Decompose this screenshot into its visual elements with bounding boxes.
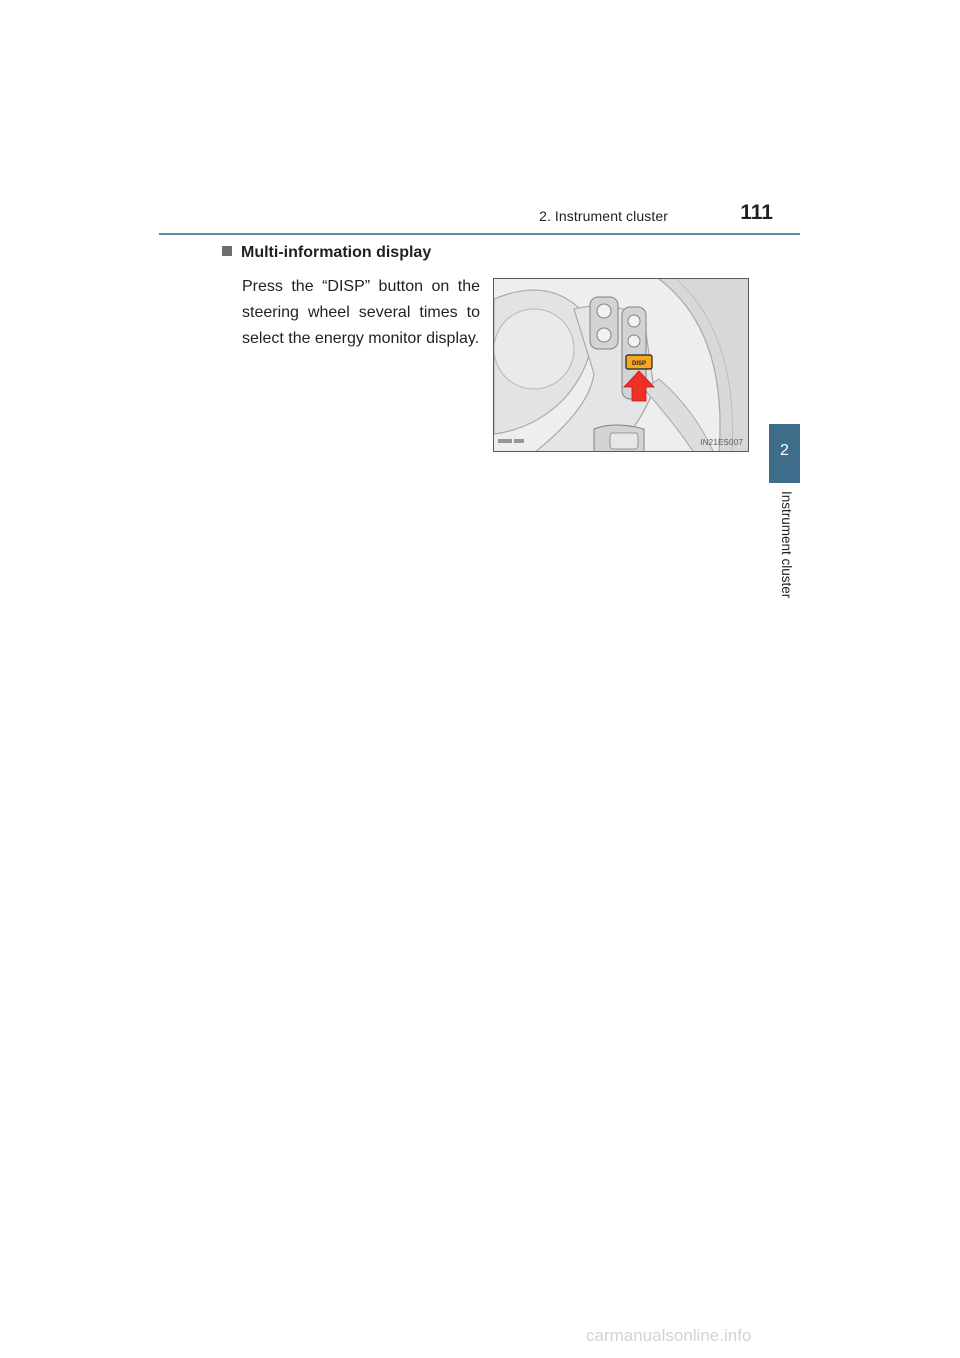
square-bullet-icon (222, 246, 232, 256)
chapter-tab-label: Instrument cluster (779, 491, 794, 599)
steering-wheel-figure (493, 278, 749, 452)
steering-wheel-icon (494, 279, 749, 452)
chapter-tab[interactable] (769, 424, 800, 483)
page-number: 111 (740, 201, 773, 224)
footer-site: carmanualsonline.info (586, 1326, 752, 1345)
header-rule (159, 233, 800, 235)
chapter-tab-number: 2 (780, 442, 789, 459)
section-heading-text: Multi-information display (241, 244, 432, 261)
section-body: Press the “DISP” button on the steering wheel several times to select the energy monitor display. (242, 278, 480, 347)
section-heading (222, 244, 431, 262)
figure-code: IN21ES007 (700, 438, 743, 447)
chapter-title: 2. Instrument cluster (539, 208, 668, 224)
disp-button-label: DISP (631, 361, 647, 367)
